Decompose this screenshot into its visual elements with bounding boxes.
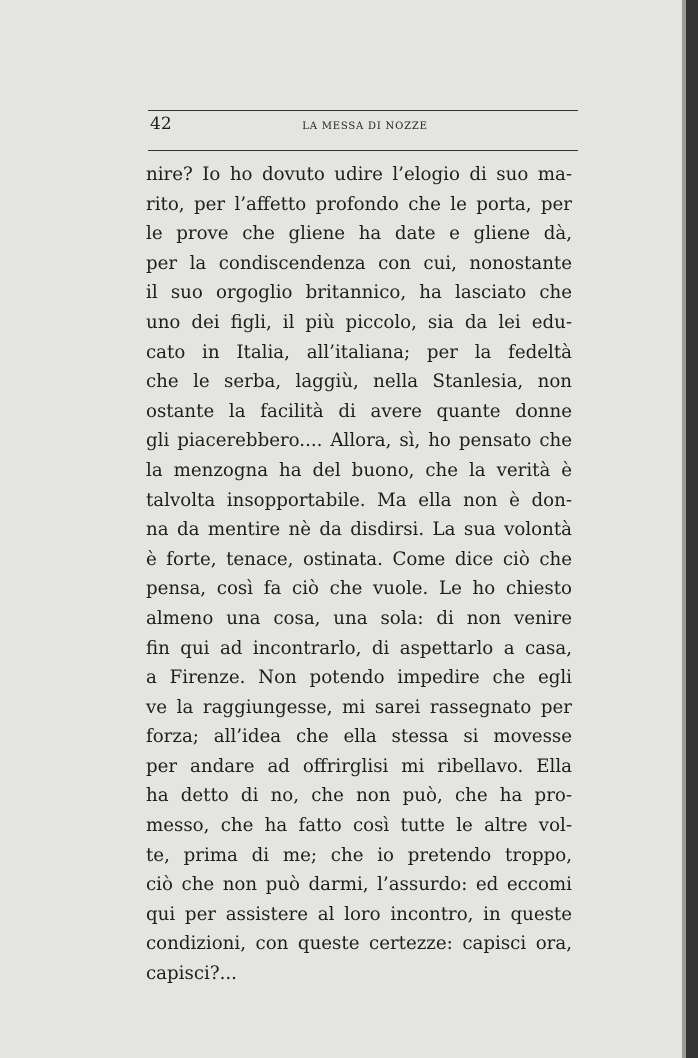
text-line: almeno una cosa, una sola: di non venire — [146, 607, 572, 629]
text-line: te, prima di me; che io pretendo troppo, — [146, 844, 572, 866]
text-line: messo, che ha fatto così tutte le altre vol- — [146, 815, 572, 837]
text-line: che le serba, laggiù, nella Stanlesia, non — [146, 371, 572, 393]
text-line: na da mentire nè da disdirsi. La sua volontà — [146, 519, 572, 541]
text-line: le prove che gliene ha date e gliene dà, — [146, 223, 572, 245]
text-line: per la condiscendenza con cui, nonostante — [146, 252, 572, 274]
text-line: il suo orgoglio britannico, ha lasciato che — [146, 282, 572, 304]
text-line: qui per assistere al loro incontro, in queste — [146, 903, 572, 925]
text-line: cato in Italia, all’italiana; per la fedeltà — [146, 341, 572, 363]
running-title: LA MESSA DI NOZZE — [302, 121, 428, 132]
text-line: rito, per l’affetto profondo che le porta, per — [146, 193, 572, 215]
text-line: nire? Io ho dovuto udire l’elogio di suo ma- — [146, 164, 572, 185]
text-line: ostante la facilità di avere quante donne — [146, 400, 572, 422]
text-line: condizioni, con queste certezze: capisci ora, — [146, 933, 572, 955]
text-line: ciò che non può darmi, l’assurdo: ed eccomi — [146, 874, 572, 896]
page-edge — [686, 0, 698, 1058]
text-line: fin qui ad incontrarlo, di aspettarlo a casa, — [146, 637, 572, 659]
text-line: uno dei figli, il più piccolo, sia da lei edu- — [146, 311, 572, 333]
text-line: pensa, così fa ciò che vuole. Le ho chiesto — [146, 578, 572, 600]
text-line: a Firenze. Non potendo impedire che egli — [146, 667, 572, 689]
body-text — [146, 160, 572, 989]
header-top-rule — [148, 110, 578, 111]
text-line: ha detto di no, che non può, che ha pro- — [146, 785, 572, 807]
text-line: per andare ad offrirglisi mi ribellavo. Ella — [146, 755, 572, 777]
text-line: la menzogna ha del buono, che la verità è — [146, 459, 572, 481]
text-line: ve la raggiungesse, mi sarei rassegnato per — [146, 696, 572, 718]
text-line: talvolta insopportabile. Ma ella non è don- — [146, 489, 572, 511]
text-line: è forte, tenace, ostinata. Come dice ciò che — [146, 548, 572, 570]
page-number: 42 — [150, 114, 172, 134]
text-line: forza; all’idea che ella stessa si movesse — [146, 726, 572, 748]
header-bottom-rule — [148, 150, 578, 151]
text-line: gli piacerebbero.... Allora, sì, ho pensato che — [146, 430, 572, 452]
text-line: capisci?... — [146, 963, 237, 985]
